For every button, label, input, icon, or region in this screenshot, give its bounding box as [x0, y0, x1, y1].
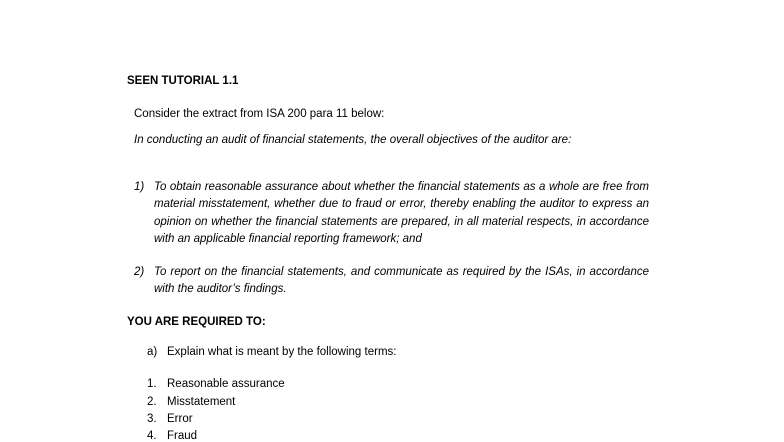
term-list-item [147, 413, 193, 425]
term-text: Misstatement [167, 396, 236, 408]
term-text: Reasonable assurance [167, 378, 285, 390]
required-heading: YOU ARE REQUIRED TO: [127, 316, 266, 328]
requirement-item [147, 346, 396, 358]
objective-number: 2) [134, 266, 145, 278]
term-list-item [147, 378, 285, 390]
term-text: Error [167, 413, 193, 425]
objective-text: To report on the financial statements, and communicate as required by the ISAs, in accordance with the auditor’s findings. [154, 266, 649, 296]
term-text: Fraud [167, 430, 198, 442]
intro-text: Consider the extract from ISA 200 para 11 below: [134, 108, 385, 120]
term-marker: 2. [147, 396, 157, 408]
objective-item [134, 179, 649, 248]
term-marker: 3. [147, 413, 157, 425]
requirement-marker: a) [147, 346, 158, 358]
objective-item [134, 264, 649, 299]
tutorial-title: SEEN TUTORIAL 1.1 [127, 75, 239, 87]
term-list-item [147, 430, 197, 442]
term-marker: 4. [147, 430, 157, 442]
requirement-text: Explain what is meant by the following terms: [167, 346, 397, 358]
term-marker: 1. [147, 378, 157, 390]
objective-number: 1) [134, 181, 145, 193]
objective-text: To obtain reasonable assurance about whether the financial statements as a whole are free from material misstatement, whether due to fraud or error, thereby enabling the auditor to express an opinion on whether the financial statements are prepared, in all material respects, in accordance with an applicable financial reporting framework; and [154, 181, 649, 245]
term-list-item [147, 396, 235, 408]
lead-in-text: In conducting an audit of financial statements, the overall objectives of the auditor are: [134, 134, 572, 146]
